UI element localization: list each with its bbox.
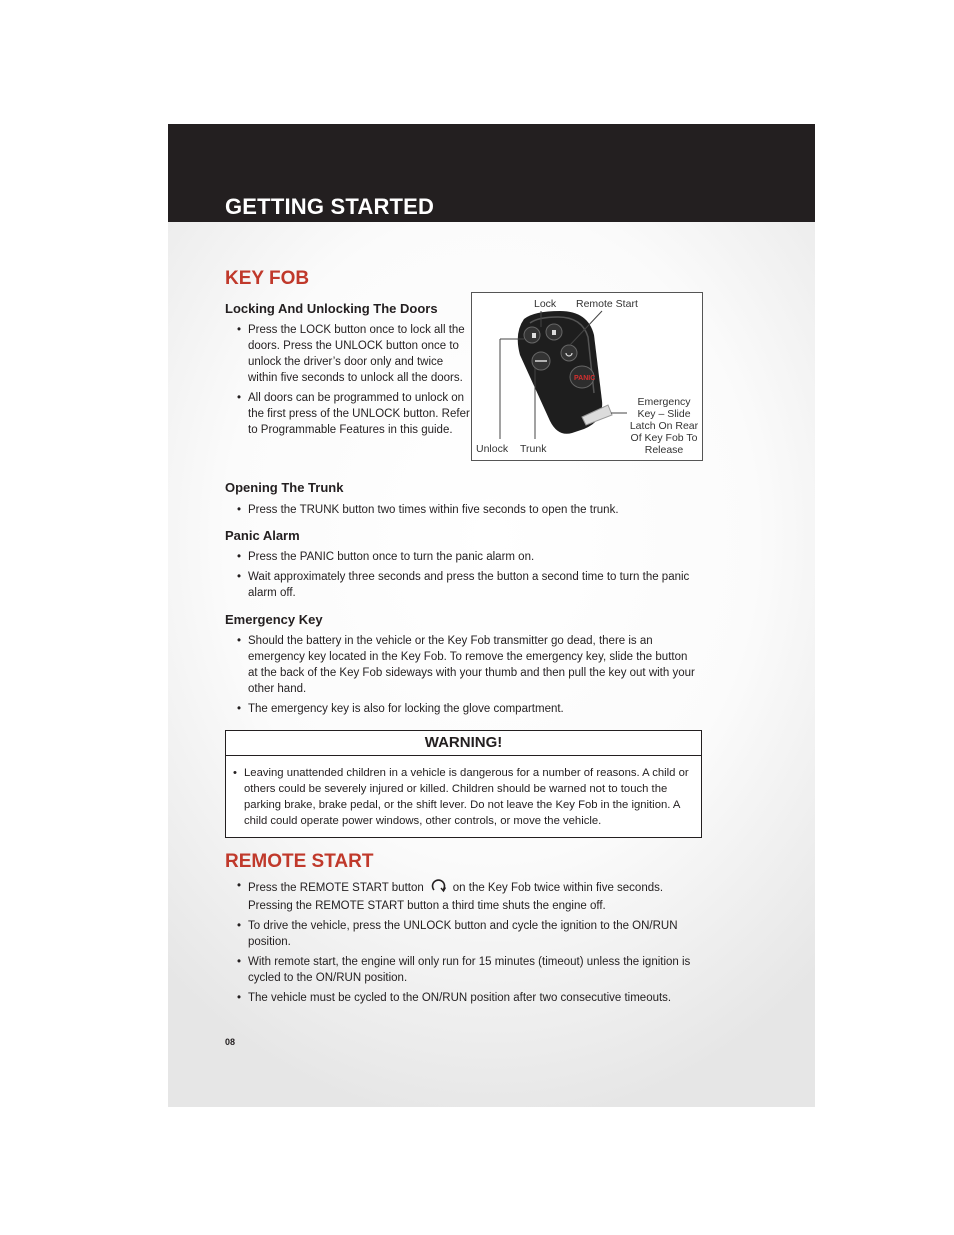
list-item: • All doors can be programmed to unlock on the first press of the UNLOCK button. Refer to Programmable Features in this guide.: [225, 390, 471, 438]
panic-button-label: PANIC: [574, 375, 596, 382]
remote-start-icon: [430, 878, 447, 898]
list-item: • The emergency key is also for locking the glove compartment.: [225, 701, 700, 717]
list-item: • Press the TRUNK button two times within five seconds to open the trunk.: [225, 502, 700, 518]
remote-start-label: Remote Start: [576, 298, 638, 310]
list-item: • The vehicle must be cycled to the ON/RUN position after two consecutive timeouts.: [225, 990, 700, 1006]
key-fob-figure: [471, 292, 703, 461]
locking-list: [225, 322, 471, 442]
panic-list: [225, 549, 700, 605]
warning-title: WARNING!: [226, 731, 701, 756]
list-item: • Wait approximately three seconds and press the button a second time to turn the panic alarm off.: [225, 569, 700, 601]
unlock-label: Unlock: [476, 443, 509, 455]
panic-heading: Panic Alarm: [225, 528, 300, 543]
lock-label: Lock: [534, 298, 557, 310]
emergency-key-list: [225, 633, 700, 721]
trunk-heading: Opening The Trunk: [225, 480, 344, 495]
remote-start-text-before: Press the REMOTE START button: [248, 882, 424, 895]
remote-start-heading: REMOTE START: [225, 851, 374, 872]
warning-list: [232, 765, 694, 829]
manual-page: [168, 124, 815, 1107]
list-item: • To drive the vehicle, press the UNLOCK button and cycle the ignition to the ON/RUN position.: [225, 918, 700, 950]
list-item: [225, 878, 700, 914]
key-fob-heading: KEY FOB: [225, 268, 310, 289]
warning-box: [225, 730, 702, 838]
locking-heading: Locking And Unlocking The Doors: [225, 301, 438, 316]
emergency-key-heading: Emergency Key: [225, 612, 323, 627]
remote-start-text-after: on the Key Fob twice within five seconds. Pressing the REMOTE START button a third time shuts the engine off.: [248, 882, 664, 912]
section-title: GETTING STARTED: [225, 194, 435, 219]
section-header: [168, 124, 815, 222]
emergency-key-label: Emergency Key – Slide Latch On Rear Of Key Fob To Release: [629, 396, 699, 456]
list-item: • Should the battery in the vehicle or the Key Fob transmitter go dead, there is an emergency key located in the Key Fob. To remove the emergency key, slide the button at the back of the Key Fob sideways with your thumb and then pull the key out with your other hand.: [225, 633, 700, 697]
trunk-label: Trunk: [520, 443, 547, 455]
list-item: • Press the PANIC button once to turn the panic alarm on.: [225, 549, 700, 565]
list-item: • Leaving unattended children in a vehicle is dangerous for a number of reasons. A child or others could be severely injured or killed. Children should be warned not to touch the parking brake, brake pedal, or the shift lever. Do not leave the Key Fob in the ignition. A child could operate power windows, other controls, or move the vehicle.: [232, 765, 694, 829]
list-item: • With remote start, the engine will only run for 15 minutes (timeout) unless the ignition is cycled to the ON/RUN position.: [225, 954, 700, 986]
page-number: 08: [225, 1037, 236, 1047]
list-item: • Press the LOCK button once to lock all the doors. Press the UNLOCK button once to unlock the driver’s door only and twice within five seconds to unlock all the doors.: [225, 322, 471, 386]
trunk-list: [225, 502, 700, 522]
remote-start-list: [225, 878, 700, 1010]
